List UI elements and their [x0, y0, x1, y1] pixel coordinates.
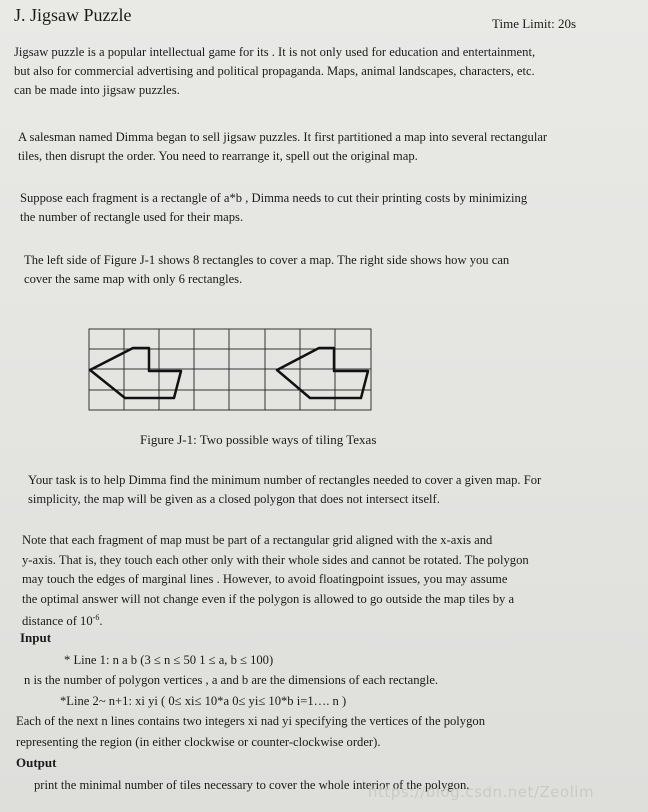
- output-line: print the minimal number of tiles necessary to cover the whole interior of the polygon.: [34, 778, 470, 792]
- page-title: J. Jigsaw Puzzle: [14, 5, 132, 25]
- task-line-2: simplicity, the map will be given as a closed polygon that does not intersect itself.: [28, 492, 440, 506]
- time-limit: Time Limit: 20s: [492, 16, 577, 31]
- suppose-line-1: Suppose each fragment is a rectangle of a*b , Dimma needs to cut their printing costs by minimizing: [20, 191, 528, 205]
- note-line-5: [22, 608, 102, 631]
- task-line-1: Your task is to help Dimma find the minimum number of rectangles needed to cover a given map. For: [28, 473, 542, 487]
- input-line-1: * Line 1: n a b (3 ≤ n ≤ 50 1 ≤ a, b ≤ 100): [64, 653, 274, 667]
- intro-line-3: can be made into jigsaw puzzles.: [14, 83, 180, 97]
- note-line-1: Note that each fragment of map must be part of a rectangular grid aligned with the x-axis and: [22, 533, 493, 547]
- watermark: https://blog.csdn.net/Zeolim: [368, 783, 595, 801]
- tiling-figure: [88, 328, 374, 412]
- input-line-2-desc-2: representing the region (in either clockwise or counter-clockwise order).: [16, 735, 381, 749]
- note-last-exponent: -6: [92, 613, 100, 622]
- input-heading: Input: [20, 630, 52, 645]
- story-line-2: tiles, then disrupt the order. You need to rearrange it, spell out the original map.: [18, 149, 418, 163]
- input-line-2: *Line 2~ n+1: xi yi ( 0≤ xi≤ 10*a 0≤ yi≤ 10*b i=1…. n ): [60, 694, 347, 708]
- note-line-4: the optimal answer will not change even if the polygon is allowed to go outside the map tiles by a: [22, 592, 515, 606]
- figure-text-line-2: cover the same map with only 6 rectangles.: [24, 272, 243, 286]
- intro-line-2: but also for commercial advertising and political propaganda. Maps, animal landscapes, characters, etc.: [14, 64, 535, 78]
- story-line-1: A salesman named Dimma began to sell jigsaw puzzles. It first partitioned a map into several rectangular: [18, 130, 548, 144]
- note-line-3: may touch the edges of marginal lines . However, to avoid floatingpoint issues, you may assume: [22, 572, 508, 586]
- suppose-line-2: the number of rectangle used for their maps.: [20, 210, 244, 224]
- intro-line-1: Jigsaw puzzle is a popular intellectual game for its . It is not only used for education and entertainment,: [14, 45, 536, 59]
- output-heading: Output: [16, 755, 57, 770]
- figure-caption: Figure J-1: Two possible ways of tiling Texas: [140, 432, 377, 447]
- note-line-2: y-axis. That is, they touch each other only with their whole sides and cannot be rotated. The polygon: [22, 553, 529, 567]
- input-line-2-desc-1: Each of the next n lines contains two integers xi nad yi specifying the vertices of the polygon: [16, 714, 485, 728]
- note-last-suffix: .: [99, 614, 103, 629]
- note-last-prefix: distance of 10: [22, 614, 93, 629]
- input-line-1-desc: n is the number of polygon vertices , a and b are the dimensions of each rectangle.: [24, 673, 439, 687]
- figure-text-line-1: The left side of Figure J-1 shows 8 rectangles to cover a map. The right side shows how you can: [24, 253, 510, 267]
